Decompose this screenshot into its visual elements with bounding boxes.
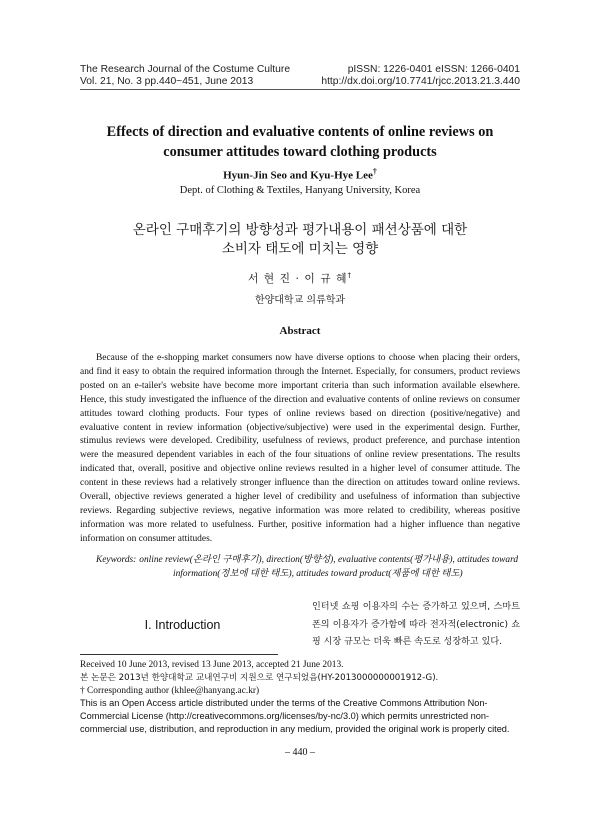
abstract-heading: Abstract <box>279 325 321 337</box>
footnote-corresponding: † Corresponding author (khlee@hanyang.ac.kr) <box>80 685 260 696</box>
korean-title-line-2: 소비자 태도에 미치는 영향 <box>221 241 379 257</box>
paper-title-line-1: Effects of direction and evaluative contents of online reviews on <box>106 124 494 140</box>
volume-info: Vol. 21, No. 3 pp.440~451, June 2013 <box>80 76 254 87</box>
section-heading-introduction: I. Introduction <box>144 618 221 632</box>
footnotes <box>80 659 520 736</box>
korean-affiliation: 한양대학교 의류학과 <box>254 295 346 306</box>
keywords <box>96 554 520 581</box>
doi-link[interactable]: http://dx.doi.org/10.7741/rjcc.2013.21.3.440 <box>321 76 520 87</box>
footnote-license: This is an Open Access article distributed under the terms of the Creative Commons Attribution Non-Commercial License (http://creativecommons.org/licenses/by-nc/3.0) which permits unrestricted non-commercial use, distribution, and reproduction in any medium, provided the original work is properly cited. <box>80 698 510 734</box>
header-divider <box>80 89 520 90</box>
korean-title-line-1: 온라인 구매후기의 방향성과 평가내용이 패션상품에 대한 <box>132 222 468 238</box>
keywords-line-2: information(정보에 대한 태도), attitudes toward product(제품에 대한 태도) <box>173 568 463 579</box>
affiliation: Dept. of Clothing & Textiles, Hanyang University, Korea <box>179 185 421 196</box>
footnote-divider <box>80 654 278 655</box>
footnote-received: Received 10 June 2013, revised 13 June 2013, accepted 21 June 2013. <box>80 660 344 670</box>
author-names: Hyun-Jin Seo and Kyu-Hye Lee <box>223 169 373 182</box>
corresponding-author-mark: † <box>372 167 377 176</box>
paper-title <box>80 122 520 162</box>
author-list <box>80 167 520 182</box>
keywords-line-1: online review(온라인 구매후기), direction(방향성), evaluative contents(평가내용), attitudes toward <box>139 555 519 565</box>
introduction-body: 인터넷 쇼핑 이용자의 수는 증가하고 있으며, 스마트폰의 이용자가 증가함에 따라 전자적(electronic) 쇼핑 시장 규모는 더욱 빠른 속도로 성장하고 있다. <box>312 602 520 647</box>
footnote-funding: 본 논문은 2013년 한양대학교 교내연구비 지원으로 연구되었음(HY-2013000000001912-G). <box>80 672 439 683</box>
korean-corresponding-mark: † <box>347 271 353 280</box>
page-number: – 440 – <box>285 747 315 758</box>
korean-title <box>80 221 520 259</box>
running-header-left <box>80 64 290 88</box>
abstract-body: Because of the e-shopping market consumers now have diverse options to choose when placing their orders, and find it easy to obtain the required information through the Internet. Especially, for consumers, product reviews posted on an e-tailer's website have become more important criteria than such information available elsewhere. Hence, this study investigated the influence of the direction and evaluative contents of online reviews on consumer attitudes toward clothing products. Four types of online reviews based on direction (positive/negative) and evaluative content in review information (objective/subjective) were used in the experimental design. Further, stimulus reviews were developed. Credibility, usefulness of reviews, product preference, and purchase intention were the measured dependent variables in each of the four situations of online review presentations. The results indicated that, overall, positive and objective online reviews resulted in a higher level of consumer attitude. The content in these reviews had a relatively stronger influence than the direction on attitudes toward online reviews. Overall, objective reviews generated a higher level of credibility and usefulness of information than subjective reviews. Regarding subjective reviews, negative information was more related to credibility, whereas positive information was more related to usefulness. Further, positive information had a higher influence than negative information on consumer attitudes. <box>80 353 520 544</box>
keywords-label: Keywords: <box>96 555 137 565</box>
issn: pISSN: 1226-0401 eISSN: 1266-0401 <box>347 64 520 75</box>
running-header-right <box>321 64 520 88</box>
korean-author-names: 서 현 진 · 이 규 혜 <box>247 272 348 285</box>
korean-author-list <box>80 271 520 286</box>
journal-name: The Research Journal of the Costume Culture <box>80 64 291 75</box>
paper-title-line-2: consumer attitudes toward clothing products <box>163 144 437 160</box>
